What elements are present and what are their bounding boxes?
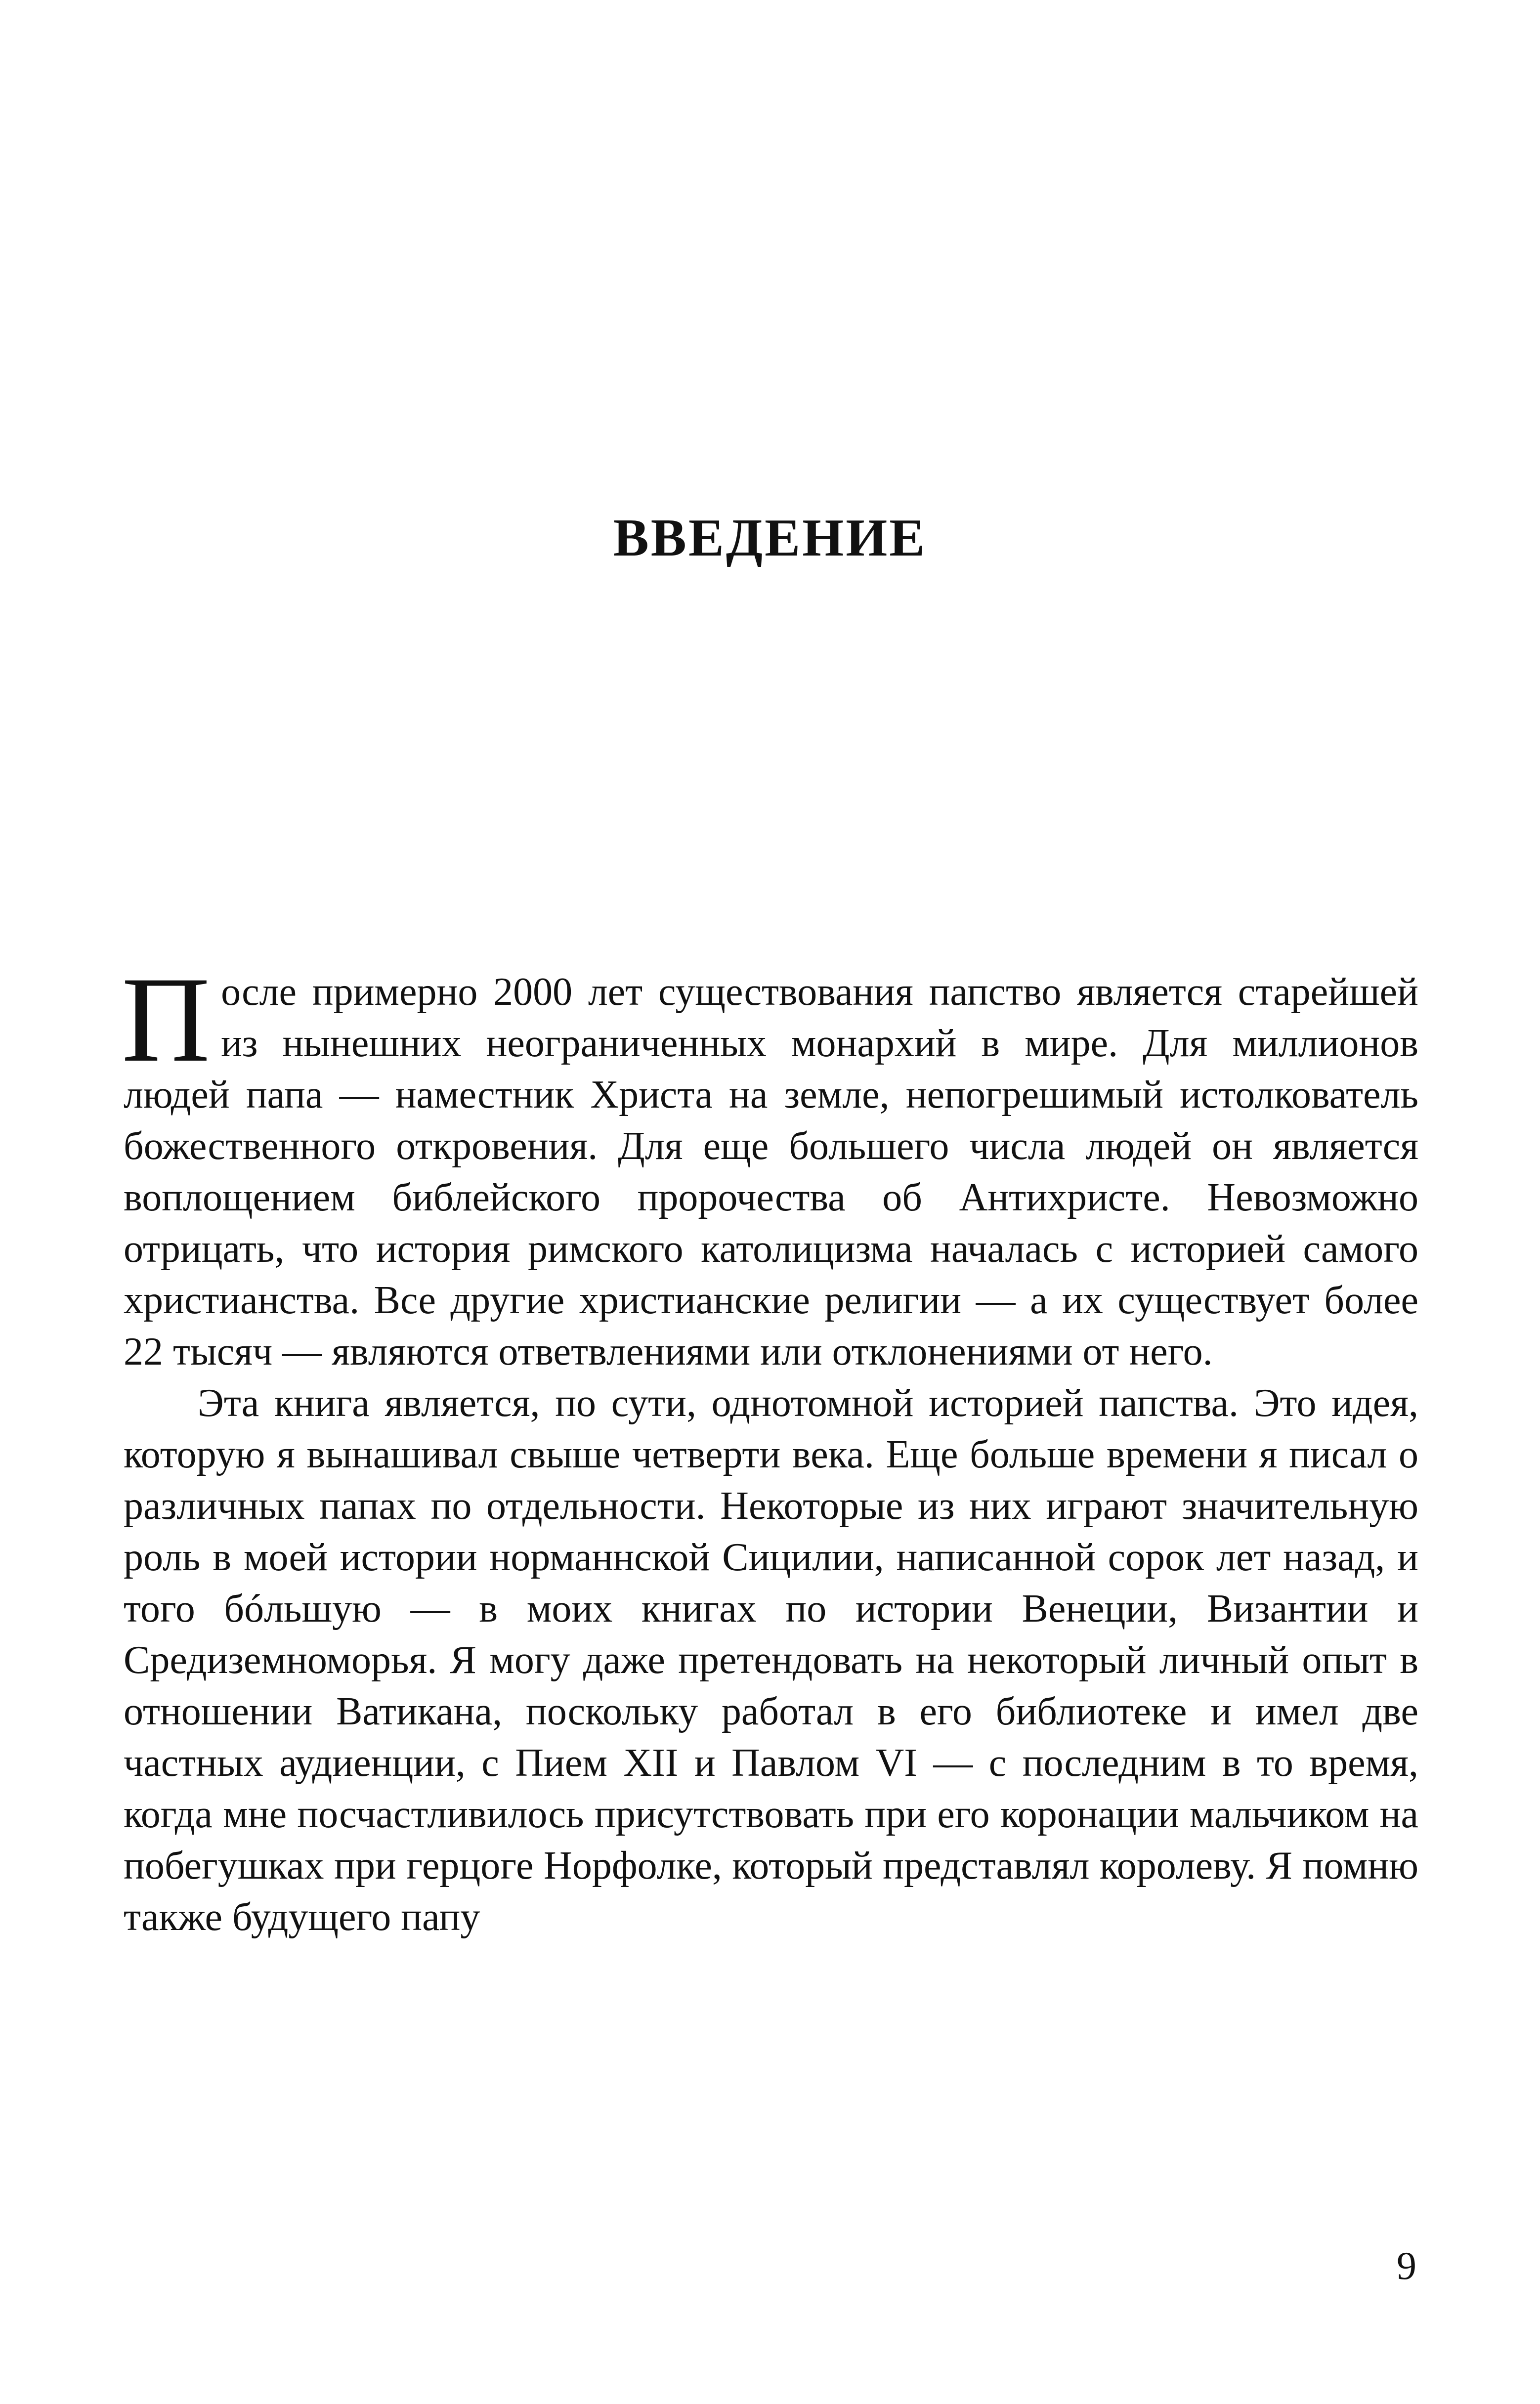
drop-cap: П [122,951,211,1087]
paragraph-1 [122,951,1418,1377]
page-number: 9 [1397,2244,1416,2288]
body-text [122,951,1418,1943]
chapter-title: ВВЕДЕНИЕ [613,509,927,567]
paragraph-1-text: осле примерно 2000 лет существования папство является старейшей из нынешних неограниченных монархий в мире. Для миллионов людей папа — наместник Христа на земле, непогрешимый истолкователь божественного откровения. Для еще большего числа людей он является воплощением библейского пророчества об Антихристе. Невозможно отрицать, что история римского католицизма началась с историей самого христианства. Все другие христианские религии — а их существует более 22 тысяч — являются ответвлениями или отклонениями от него. [124,970,1418,1374]
paragraph-2: Эта книга является, по сути, однотомной историей папства. Это идея, которую я вынашивал свыше четверти века. Еще больше времени я писал о различных папах по отдельности. Некоторые из них играют значительную роль в моей истории норманнской Сицилии, написанной сорок лет назад, и того бóльшую — в моих книгах по истории Венеции, Византии и Средиземноморья. Я могу даже претендовать на некоторый личный опыт в отношении Ватикана, поскольку работал в его библиотеке и имел две частных аудиенции, с Пием XII и Павлом VI — с последним в то время, когда мне посчастливилось присутствовать при его коронации мальчиком на побегушках при герцоге Норфолке, который представлял королеву. Я помню также будущего папу [124,1381,1418,1939]
